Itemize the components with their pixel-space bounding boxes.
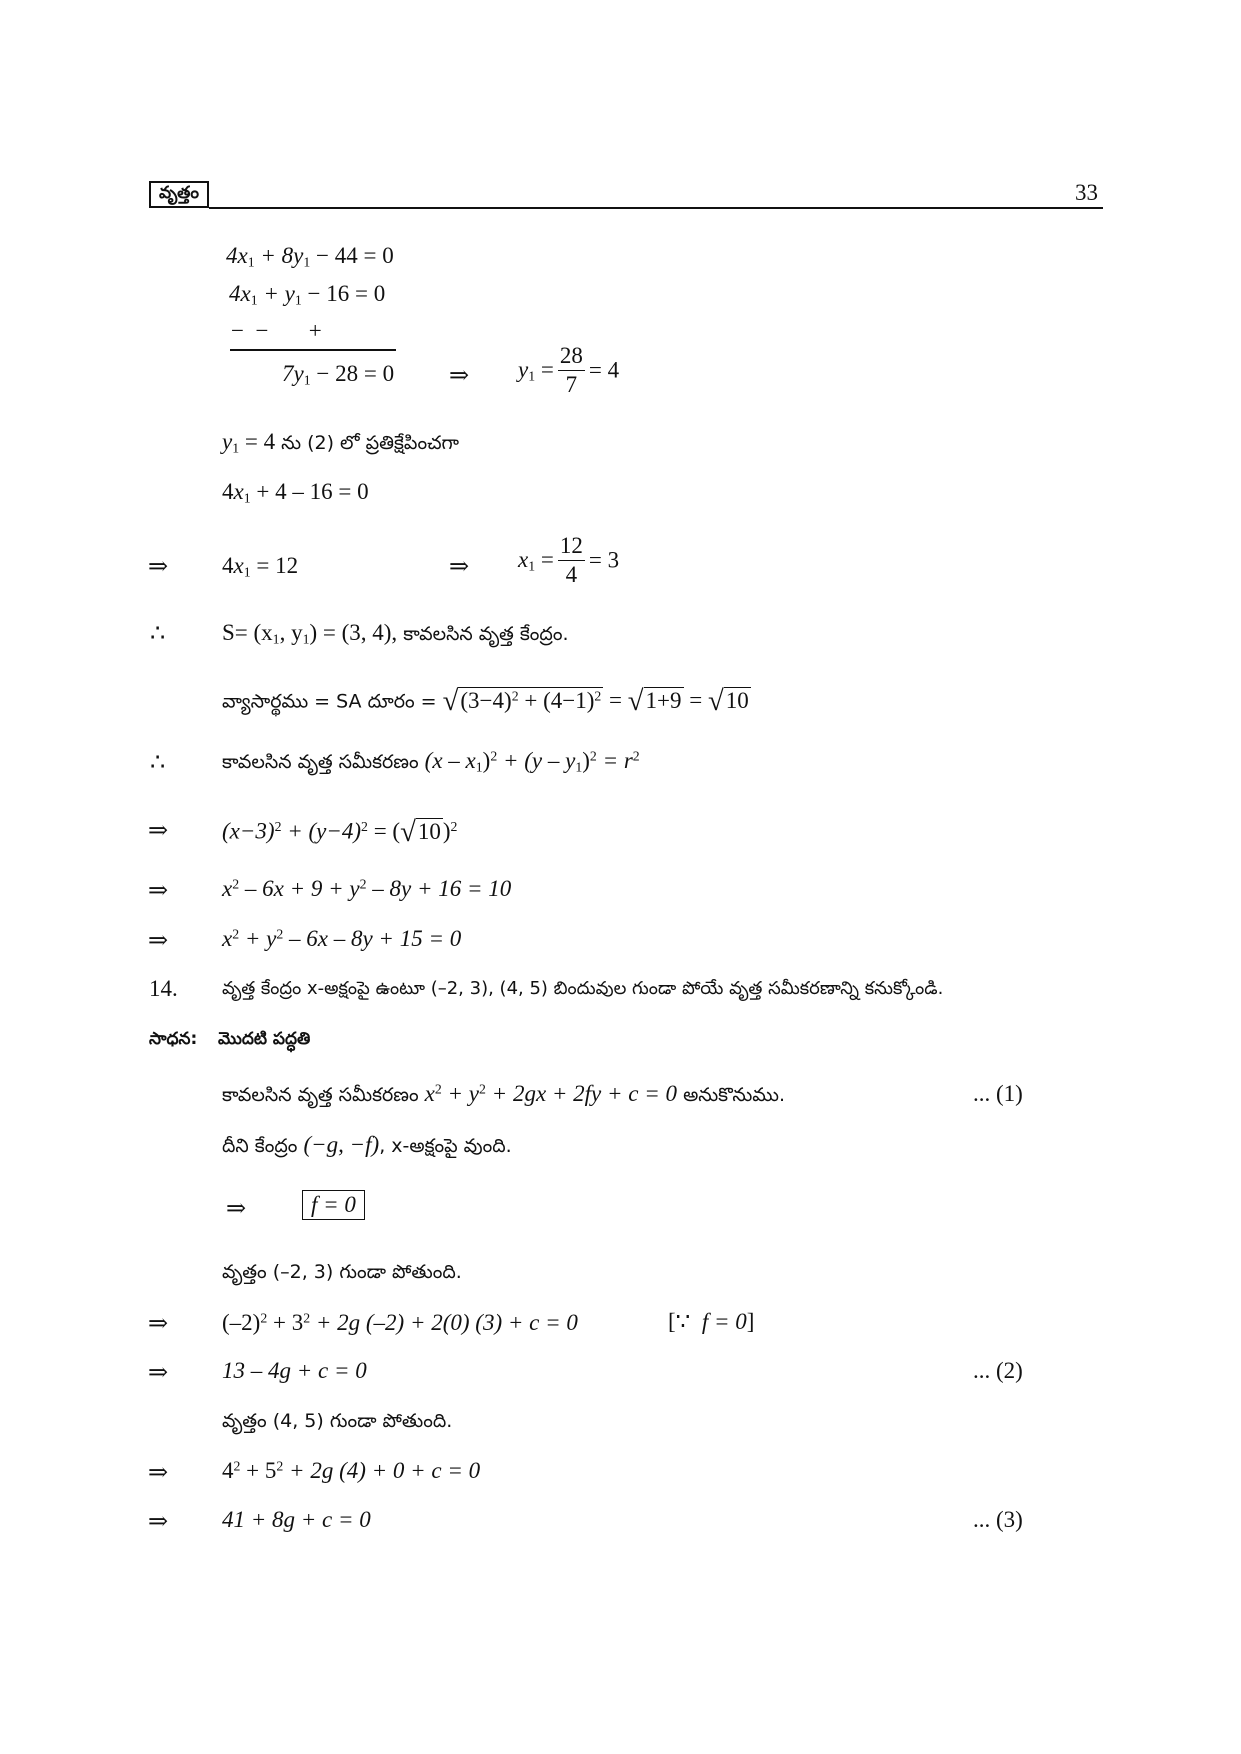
- sub: 1: [250, 292, 258, 308]
- sup: 2: [260, 1310, 268, 1326]
- section-title: వృత్తం: [159, 182, 199, 203]
- problem-text: వృత్త కేంద్రం x-అక్షంపై ఉంటూ (–2, 3), (4, 5) బిందువుల గుండా పోయే వృత్త సమీకరణాన్ని కనుక్కోండి.: [222, 978, 944, 999]
- eq-a-term: 4x: [226, 243, 248, 268]
- result: = 4: [588, 357, 620, 383]
- x-var: x: [518, 546, 529, 572]
- radicand: 10: [725, 687, 749, 713]
- passes-through-2: వృత్తం (4, 5) గుండా పోతుంది.: [222, 1410, 453, 1432]
- sup: 2: [594, 688, 602, 704]
- term: + y: [441, 1081, 480, 1106]
- substitution-line: [222, 429, 459, 459]
- eq-a-term: + 8y: [254, 243, 304, 268]
- term: 13 – 4g + c = 0: [222, 1358, 367, 1383]
- denominator: 4: [565, 562, 578, 588]
- fraction: [558, 344, 585, 397]
- sup: 2: [303, 1310, 311, 1326]
- sub: 1: [247, 254, 255, 270]
- sqrt-symbol: √: [708, 685, 724, 717]
- sup: 2: [233, 1458, 241, 1474]
- implies-symbol: ⇒: [148, 554, 169, 580]
- sub: 1: [528, 368, 536, 384]
- substitution-point-2: [222, 1458, 480, 1484]
- term: + 5: [240, 1458, 277, 1483]
- term: + 2g (–2) + 2(0) (3) + c = 0: [310, 1310, 578, 1335]
- term: f = 0: [701, 1309, 747, 1334]
- text: , x-అక్షంపై వుంది.: [379, 1135, 512, 1157]
- equation-b: [229, 281, 385, 308]
- implies-symbol: ⇒: [148, 1311, 169, 1337]
- implies-symbol: ⇒: [148, 928, 169, 954]
- sup: 2: [490, 748, 498, 764]
- substitution-point-1: [222, 1310, 578, 1336]
- sub: 1: [475, 759, 483, 775]
- term: + (4−1): [518, 687, 595, 713]
- term: (x – x: [424, 748, 476, 773]
- solution-label: సాధన:: [149, 1029, 198, 1049]
- fraction: [558, 534, 585, 587]
- numerator: 12: [558, 534, 585, 561]
- implies-symbol: ⇒: [148, 818, 169, 844]
- term: + 2gx + 2fy + c = 0: [485, 1081, 678, 1106]
- sup: 2: [589, 748, 597, 764]
- boxed-result: f = 0: [302, 1190, 365, 1220]
- term: + 2g (4) + 0 + c = 0: [283, 1458, 481, 1483]
- radicand: 10: [417, 818, 441, 844]
- term: x: [424, 1081, 435, 1106]
- because-symbol: ∵: [675, 1309, 691, 1334]
- sup: 2: [632, 748, 640, 764]
- equation-2: [222, 1358, 367, 1384]
- therefore-symbol: ∴: [150, 750, 166, 776]
- term: – 6x + 9 + y: [239, 876, 360, 901]
- numerator: 28: [558, 344, 585, 371]
- eq-b-end: − 16 = 0: [301, 281, 386, 306]
- final-equation: [222, 926, 461, 952]
- eq-a-end: − 44 = 0: [310, 243, 394, 268]
- implies-symbol: ⇒: [148, 878, 169, 904]
- x1-fraction: $x_1$ = $\frac{12}{4}$ = 3: [518, 533, 620, 588]
- sub: 1: [528, 558, 536, 574]
- sub: 1: [272, 631, 280, 647]
- substituted-equation: [222, 816, 457, 849]
- sup: 2: [511, 688, 519, 704]
- term: – 6x – 8y + 15 = 0: [283, 926, 462, 951]
- equation-d: $4x_1 + 4 - 16 = 0$: [222, 479, 369, 506]
- value: = 4: [239, 429, 276, 454]
- term: + 3: [267, 1310, 304, 1335]
- sub: 1: [243, 564, 251, 580]
- center-text: కావలసిన వృత్త కేంద్రం.: [397, 623, 569, 645]
- sup: 2: [479, 1081, 486, 1097]
- term: – 8y + 16 = 10: [366, 876, 512, 901]
- term: 4: [222, 1458, 234, 1483]
- term: ): [482, 748, 491, 773]
- term: x: [222, 876, 233, 901]
- implies-symbol: ⇒: [148, 1360, 169, 1386]
- sqrt-symbol: √: [627, 685, 644, 717]
- sup: 2: [232, 926, 240, 942]
- sub: 1: [575, 759, 583, 775]
- general-text: అనుకొనుము.: [677, 1084, 786, 1106]
- sqrt-symbol: √: [442, 685, 459, 717]
- term: ): [442, 818, 451, 844]
- implies-symbol: ⇒: [148, 1460, 169, 1486]
- implies-symbol: ⇒: [449, 554, 470, 580]
- sub: 1: [303, 372, 311, 388]
- sup: 2: [276, 1458, 284, 1474]
- sup: 2: [274, 819, 282, 835]
- term: + y: [239, 926, 277, 951]
- eq-b-term: + y: [257, 281, 295, 306]
- sub: 1: [294, 292, 302, 308]
- term: (3−4): [460, 687, 512, 713]
- term: (x−3): [222, 818, 275, 844]
- implies-symbol: ⇒: [226, 1196, 247, 1222]
- result: = 3: [588, 547, 620, 573]
- problem-number: 14.: [149, 976, 178, 1001]
- y-var: y: [222, 429, 233, 454]
- therefore-symbol: ∴: [150, 621, 166, 647]
- term: 41 + 8g + c = 0: [222, 1507, 371, 1532]
- radicand: 1+9: [645, 687, 682, 713]
- center-math: ) = (3, 4),: [309, 620, 398, 645]
- expanded-equation: [222, 876, 511, 902]
- center-on-axis-line: [222, 1132, 512, 1162]
- center-math: , y: [279, 620, 303, 645]
- radius-text: వ్యాసార్థము = SA దూరం =: [222, 690, 443, 713]
- f-zero-box: [302, 1190, 365, 1220]
- subtraction-rule: [230, 349, 396, 351]
- equation-ref-1: ... (1): [973, 1081, 1023, 1106]
- sup: 2: [276, 926, 284, 942]
- equals: =: [683, 687, 708, 713]
- sup: 2: [359, 876, 367, 892]
- term: (–2): [222, 1310, 261, 1335]
- sub: 1: [232, 440, 240, 456]
- circle-equation-line: [222, 748, 640, 778]
- text: దీని కేంద్రం: [222, 1135, 304, 1157]
- math: (−g, −f): [303, 1132, 380, 1157]
- equation-e: $4x_1 = 12$: [222, 553, 299, 580]
- implies-symbol: ⇒: [449, 363, 470, 389]
- sup: 2: [450, 819, 458, 835]
- sup: 2: [361, 819, 368, 835]
- sub: 1: [243, 490, 251, 506]
- denominator: 7: [565, 372, 578, 398]
- sub: 1: [302, 631, 310, 647]
- eq-b-term: 4x: [229, 281, 251, 306]
- implies-symbol: ⇒: [148, 1509, 169, 1535]
- sup: 2: [434, 1081, 442, 1097]
- term: ): [582, 748, 590, 773]
- passes-through-1: వృత్తం (–2, 3) గుండా పోతుంది.: [222, 1261, 462, 1283]
- substitution-text: ను (2) లో ప్రతిక్షేపించగా: [275, 432, 460, 454]
- term: + (y−4): [281, 818, 362, 844]
- eq-e-end: = 12: [250, 553, 299, 578]
- sign-row: − − +: [231, 318, 322, 343]
- header-rule: [209, 207, 1103, 209]
- term: x: [222, 926, 233, 951]
- y1-fraction: $y_1$ = $\frac{28}{7}$ = 4: [518, 343, 620, 398]
- term: + (y – y: [497, 748, 576, 773]
- equation-a: [226, 243, 394, 270]
- because-f-zero: [∵ f = 0]: [668, 1309, 755, 1334]
- y-var: y: [518, 356, 529, 382]
- radius-line: [222, 685, 751, 718]
- eq-c-term: 7y: [282, 361, 304, 386]
- method-label: మొదటి పద్ధతి: [218, 1029, 311, 1049]
- circle-eq-text: కావలసిన వృత్త సమీకరణం: [222, 751, 425, 773]
- sqrt-symbol: √: [400, 816, 416, 848]
- general-equation-line: [222, 1081, 785, 1111]
- equation-ref-2: ... (2): [973, 1358, 1023, 1383]
- center-math: S= (x: [222, 620, 273, 645]
- equation-ref-3: ... (3): [973, 1507, 1023, 1532]
- term: = (: [367, 818, 401, 844]
- equation-3: [222, 1507, 371, 1533]
- general-text: కావలసిన వృత్త సమీకరణం: [222, 1084, 425, 1106]
- equals: =: [603, 687, 628, 713]
- page-number: 33: [1075, 180, 1098, 205]
- center-line: [222, 620, 569, 650]
- section-title-box: [149, 181, 209, 208]
- eq-d-end: + 4 – 16 = 0: [250, 479, 369, 504]
- eq-c-end: − 28 = 0: [310, 361, 395, 386]
- term: = r: [596, 748, 633, 773]
- radicand: [458, 687, 603, 714]
- sub: 1: [303, 254, 311, 270]
- equation-c: [282, 361, 394, 388]
- sup: 2: [232, 876, 240, 892]
